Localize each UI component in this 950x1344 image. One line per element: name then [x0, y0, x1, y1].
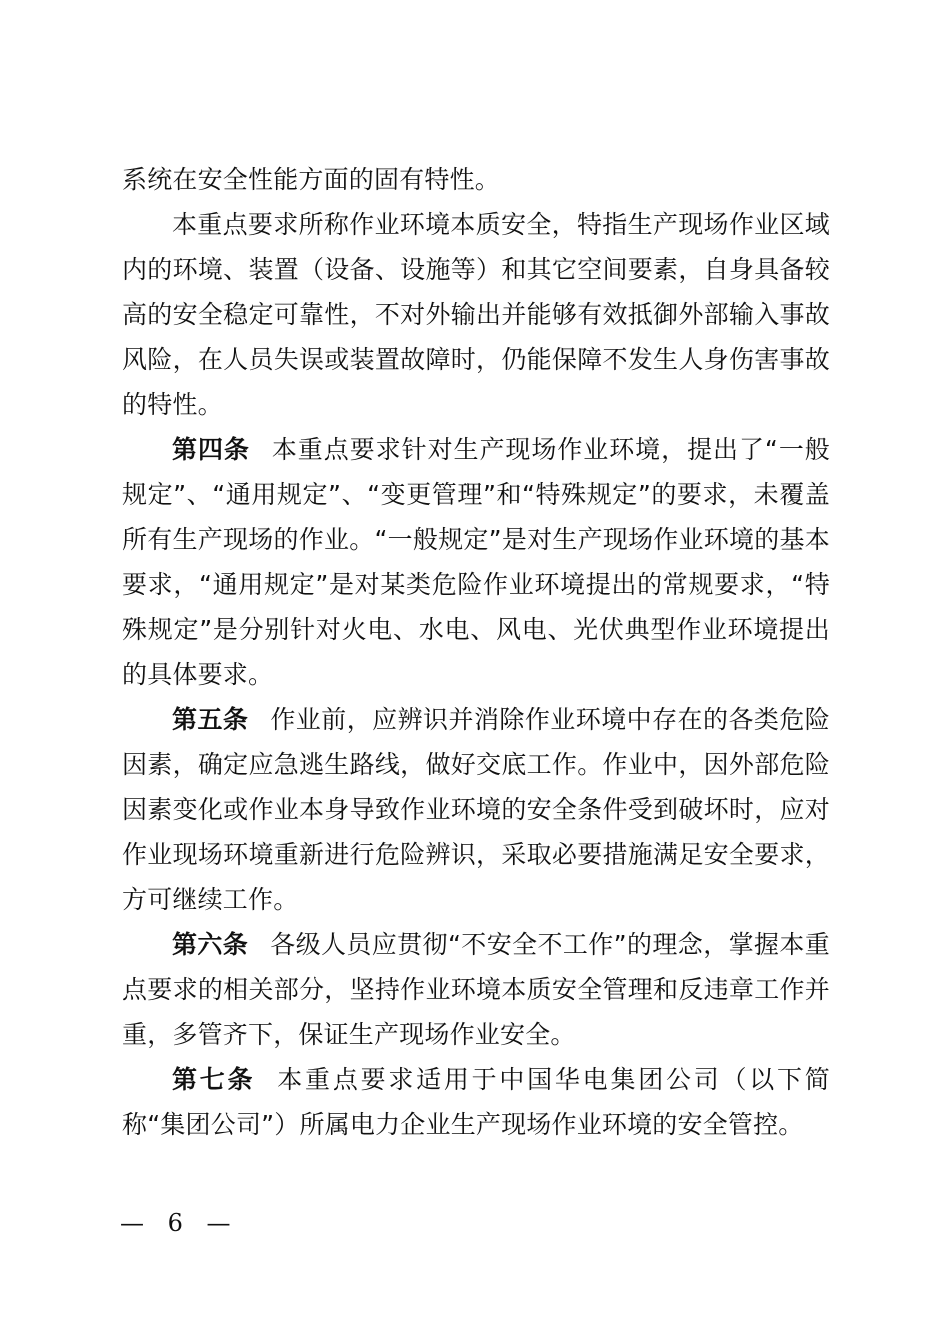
document-body [122, 157, 830, 1147]
article-5 [122, 697, 830, 922]
article-4 [122, 427, 830, 697]
article-7 [122, 1057, 830, 1147]
page-number: — 6 — [120, 1209, 239, 1237]
article-text: 作业前，应辨识并消除作业环境中存在的各类危险因素，确定应急逃生路线，做好交底工作。作业中，因外部危险因素变化或作业本身导致作业环境的安全条件受到破坏时，应对作业现场环境重新进行危险辨识，采取必要措施满足安全要求，方可继续工作。 [122, 705, 830, 914]
article-heading: 第七条 [172, 1065, 256, 1094]
paragraph-text: 系统在安全性能方面的固有特性。 [122, 165, 501, 194]
article-text: 各级人员应贯彻“不安全不工作”的理念，掌握本重点要求的相关部分，坚持作业环境本质安全管理和反违章工作并重，多管齐下，保证生产现场作业安全。 [122, 930, 830, 1049]
paragraph-text: 本重点要求所称作业环境本质安全，特指生产现场作业区域内的环境、装置（设备、设施等）和其它空间要素，自身具备较高的安全稳定可靠性，不对外输出并能够有效抵御外部输入事故风险，在人员失误或装置故障时，仍能保障不发生人身伤害事故的特性。 [122, 210, 830, 419]
article-text: 本重点要求适用于中国华电集团公司（以下简称“集团公司”）所属电力企业生产现场作业环境的安全管控。 [122, 1065, 830, 1139]
paragraph-continuation [122, 157, 830, 202]
paragraph-definition [122, 202, 830, 427]
article-text: 本重点要求针对生产现场作业环境，提出了“一般规定”、“通用规定”、“变更管理”和“特殊规定”的要求，未覆盖所有生产现场的作业。“一般规定”是对生产现场作业环境的基本要求，“通用规定”是对某类危险作业环境提出的常规要求，“特殊规定”是分别针对火电、水电、风电、光伏典型作业环境提出的具体要求。 [122, 435, 830, 689]
article-heading: 第五条 [172, 705, 249, 734]
article-heading: 第六条 [172, 930, 249, 959]
article-6 [122, 922, 830, 1057]
article-heading: 第四条 [172, 435, 250, 464]
